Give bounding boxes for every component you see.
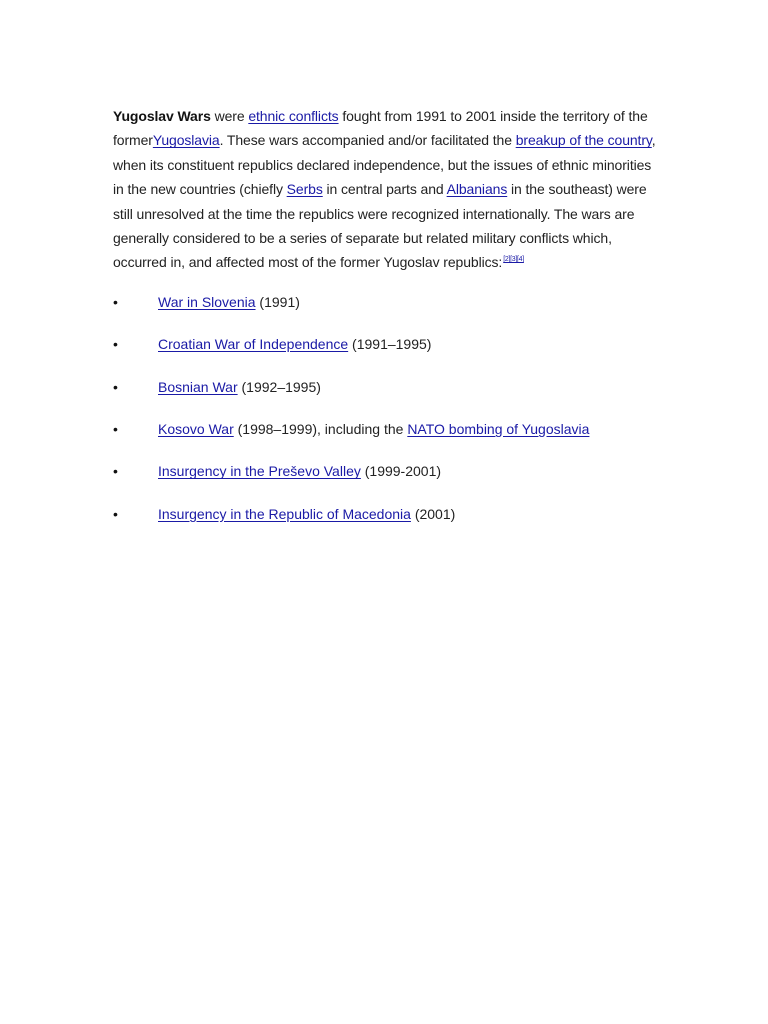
intro-text-4: , when its constituent republics declared independence, but the issues of ethnic minorities in the new countries (chiefly: [113, 132, 656, 198]
link-croatian-war-of-independence[interactable]: Croatian War of Independence: [158, 336, 349, 353]
intro-text-5: in central parts and: [322, 181, 447, 198]
bullet-icon: •: [113, 505, 118, 522]
list-item-years: (1991–1995): [348, 336, 432, 353]
bullet-icon: •: [113, 336, 118, 353]
link-war-in-slovenia[interactable]: War in Slovenia: [158, 293, 256, 310]
bullet-icon: •: [113, 463, 118, 480]
list-item: [113, 417, 658, 459]
link-bosnian-war[interactable]: Bosnian War: [158, 378, 238, 395]
list-item-years: (1998–1999), including the: [233, 421, 408, 438]
intro-text-6: in the southeast) were still unresolved at the time the republics were recognized internationally. The wars are generally considered to be a series of separate but related military conflicts which, occurred in, and affected most of the former Yugoslav republics:: [113, 181, 647, 271]
wars-list: [113, 290, 658, 544]
link-ethnic-conflicts[interactable]: ethnic conflicts: [248, 108, 339, 124]
list-item-years: (1992–1995): [237, 378, 321, 395]
intro-text-1: were: [210, 108, 249, 124]
bullet-icon: •: [113, 293, 118, 310]
intro-paragraph: [113, 104, 658, 275]
list-item-years: (1991): [255, 293, 300, 310]
list-item-years: (1999-2001): [360, 463, 442, 480]
list-item: [113, 459, 658, 501]
list-item: [113, 375, 658, 417]
link-nato-bombing-of-yugoslavia[interactable]: NATO bombing of Yugoslavia: [407, 421, 590, 438]
link-breakup-of-the-country[interactable]: breakup of the country: [515, 132, 652, 149]
list-item-years: (2001): [410, 505, 456, 522]
link-insurgency-presevo-valley[interactable]: Insurgency in the Preševo Valley: [158, 463, 361, 480]
intro-text-2: fought from 1991 to 2001 inside the territory of the former: [113, 108, 648, 149]
intro-text-3: . These wars accompanied and/or facilitated the: [219, 132, 516, 149]
list-item: [113, 332, 658, 374]
citation-link[interactable]: [2][3][4]: [503, 256, 524, 264]
bullet-icon: •: [113, 378, 118, 395]
link-kosovo-war[interactable]: Kosovo War: [158, 421, 234, 438]
link-albanians[interactable]: Albanians: [446, 181, 508, 198]
link-insurgency-republic-of-macedonia[interactable]: Insurgency in the Republic of Macedonia: [158, 505, 411, 522]
link-serbs[interactable]: Serbs: [286, 181, 323, 198]
list-item: [113, 290, 658, 332]
article-title-bold: Yugoslav Wars: [113, 108, 211, 124]
list-item: [113, 502, 658, 544]
link-yugoslavia[interactable]: Yugoslavia: [152, 132, 220, 149]
bullet-icon: •: [113, 421, 118, 438]
article-body: [113, 104, 658, 544]
